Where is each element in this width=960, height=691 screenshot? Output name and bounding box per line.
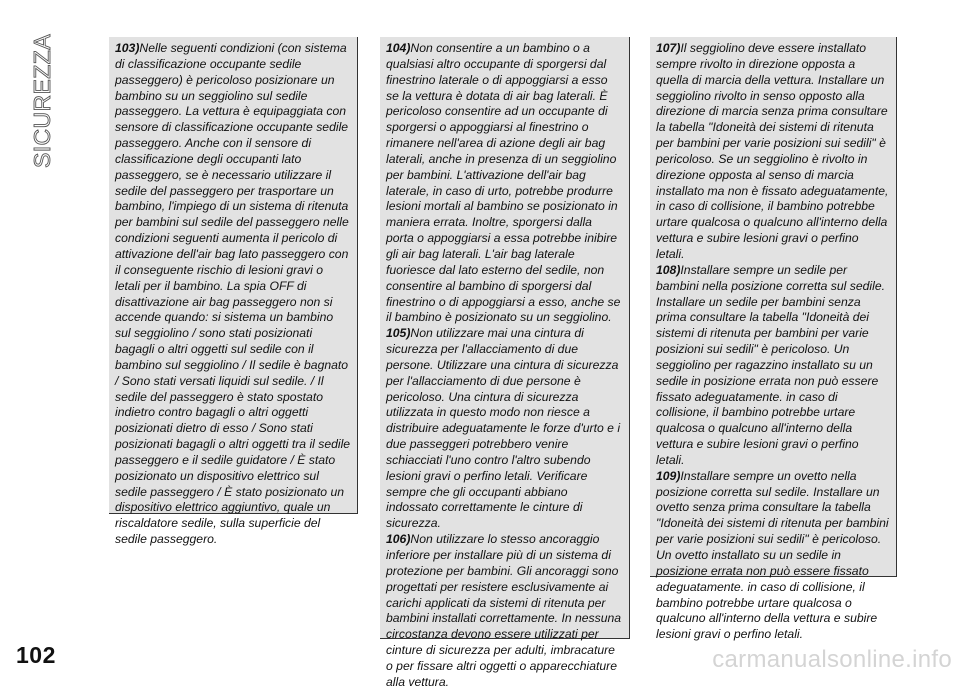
note-103 [115,41,351,548]
note-109 [656,469,890,643]
note-text: Installare sempre un sedile per bambini nella posizione corretta sul sedile. Installare un sedile per bambini senza prima consultare la tabella "Idoneità dei sistemi di ritenuta per bambini per varie posizioni sui sedili" è pericoloso. Un seggiolino per ragazzino installato su un sedile in posizione errata non può essere fissato adeguatamente. in caso di collisione, il bambino potrebbe urtare qualcosa o qualcuno all'interno della vettura e subire lesioni gravi o perfino letali. [656,262,885,467]
note-106 [386,532,623,690]
note-text: Nelle seguenti condizioni (con sistema di classificazione occupante sedile passeggero) è pericoloso posizionare un bambino su un seggiolino sul sedile passeggero. La vettura è equipaggiata con sensore di classificazione occupante sedile passeggero. Anche con il sensore di classificazione degli occupanti lato passeggero, se è necessario utilizzare il sedile del passeggero per trasportare un bambino, l'impiego di un sistema di ritenuta per bambini sul sedile del passeggero nelle condizioni seguenti aumenta il pericolo di attivazione dell'air bag lato passeggero con il conseguente rischio di lesioni gravi o letali per il bambino. La spia OFF di disattivazione air bag passeggero non si accende quando: si sistema un bambino sul seggiolino / sono stati posizionati bagagli o altri oggetti sul sedile con il bambino sul seggiolino / Il sedile è bagnato / Sono stati versati liquidi sul sedile. / Il sedile del passeggero è stato spostato indietro contro bagagli o altri oggetti posizionati dietro di esso / Sono stati posizionati bagagli o altri oggetti tra il sedile passeggero e il sedile guidatore / È stato posizionato un dispositivo elettrico sul sedile passeggero / È stato posizionato un dispositivo elettrico aggiuntivo, quale un riscaldatore sedile, sulla superficie del sedile passeggero. [115,41,351,547]
note-105 [386,326,623,532]
notes-column-3 [650,37,897,642]
note-text: Il seggiolino deve essere installato sempre rivolto in direzione opposta a quella di marcia della vettura. Installare un seggiolino rivolto in senso opposto alla direzione di marcia senza prima consultare la tabella "Idoneità dei sistemi di ritenuta per bambini per varie posizioni sui sedili" è pericoloso. Se un seggiolino è rivolto in direzione opposta al senso di marcia installato ma non è fissato adeguatamente, in caso di collisione, il bambino potrebbe urtare qualcosa o qualcuno all'interno della vettura e subire lesioni gravi o perfino letali. [656,41,889,261]
notes-column-1 [109,37,358,547]
note-number: 103) [115,41,140,55]
note-number: 106) [386,532,411,547]
note-number: 105) [386,326,411,341]
note-number: 108) [656,262,681,277]
note-104 [386,41,623,326]
note-number: 109) [656,468,681,483]
note-text: Non consentire a un bambino o a qualsiasi altro occupante di sporgersi dal finestrino laterale o di appoggiarsi a esso se la vettura è dotata di air bag laterali. È pericoloso consentire ad un occupante di sporgersi o appoggiarsi al finestrino o rimanere nell'area di azione degli air bag laterali, anche in presenza di un seggiolino per bambini. L'attivazione dell'air bag laterale, in caso di urto, potrebbe produrre lesioni mortali al bambino se posizionato in maniera errata. Inoltre, sporgersi dalla porta o appoggiarsi a essa potrebbe inibire gli air bag laterali. L'air bag laterale fuoriesce dal lato esterno del sedile, non consentire al bambino di sporgersi dal finestrino o di appoggiarsi a esso, anche se il bambino è posizionato su un seggiolino. [386,41,621,325]
note-text: Non utilizzare mai una cintura di sicurezza per l'allacciamento di due persone. Utilizzare una cintura di sicurezza per l'allacciamento di due persone è pericoloso. Una cintura di sicurezza utilizzata in questo modo non riesce a distribuire adeguatamente le forze d'urto e i due passeggeri potrebbero venire schiacciati l'uno contro l'altro subendo lesioni gravi o perfino letali. Verificare sempre che gli occupanti abbiano indossato correttamente le cinture di sicurezza. [386,326,621,531]
page-number: 102 [16,642,56,668]
note-text: Non utilizzare lo stesso ancoraggio inferiore per installare più di un sistema di protezione per bambini. Gli ancoraggi sono progettati per resistere esclusivamente ai carichi applicati da sistemi di ritenuta per bambini installati correttamente. In nessuna circostanza devono essere utilizzati per cinture di sicurezza per adulti, imbracature o per fissare altri oggetti o apparecchiature alla vettura. [386,532,622,689]
section-label-text: SICUREZZA [29,34,55,168]
note-107 [656,41,890,263]
note-number: 104) [386,41,411,55]
notes-column-2 [380,37,630,689]
note-number: 107) [656,41,681,55]
section-label [6,30,72,170]
note-108 [656,263,890,469]
watermark: carmanualsonline.info [712,646,952,673]
note-text: Installare sempre un ovetto nella posizione corretta sul sedile. Installare un ovetto senza prima consultare la tabella "Idoneità dei sistemi di ritenuta per bambini per varie posizioni sui sedili" è pericoloso. Un ovetto installato su un sedile in posizione errata non può essere fissato adeguatamente. in caso di collisione, il bambino potrebbe urtare qualcosa o qualcuno all'interno della vettura e subire lesioni gravi o perfino letali. [656,468,889,642]
